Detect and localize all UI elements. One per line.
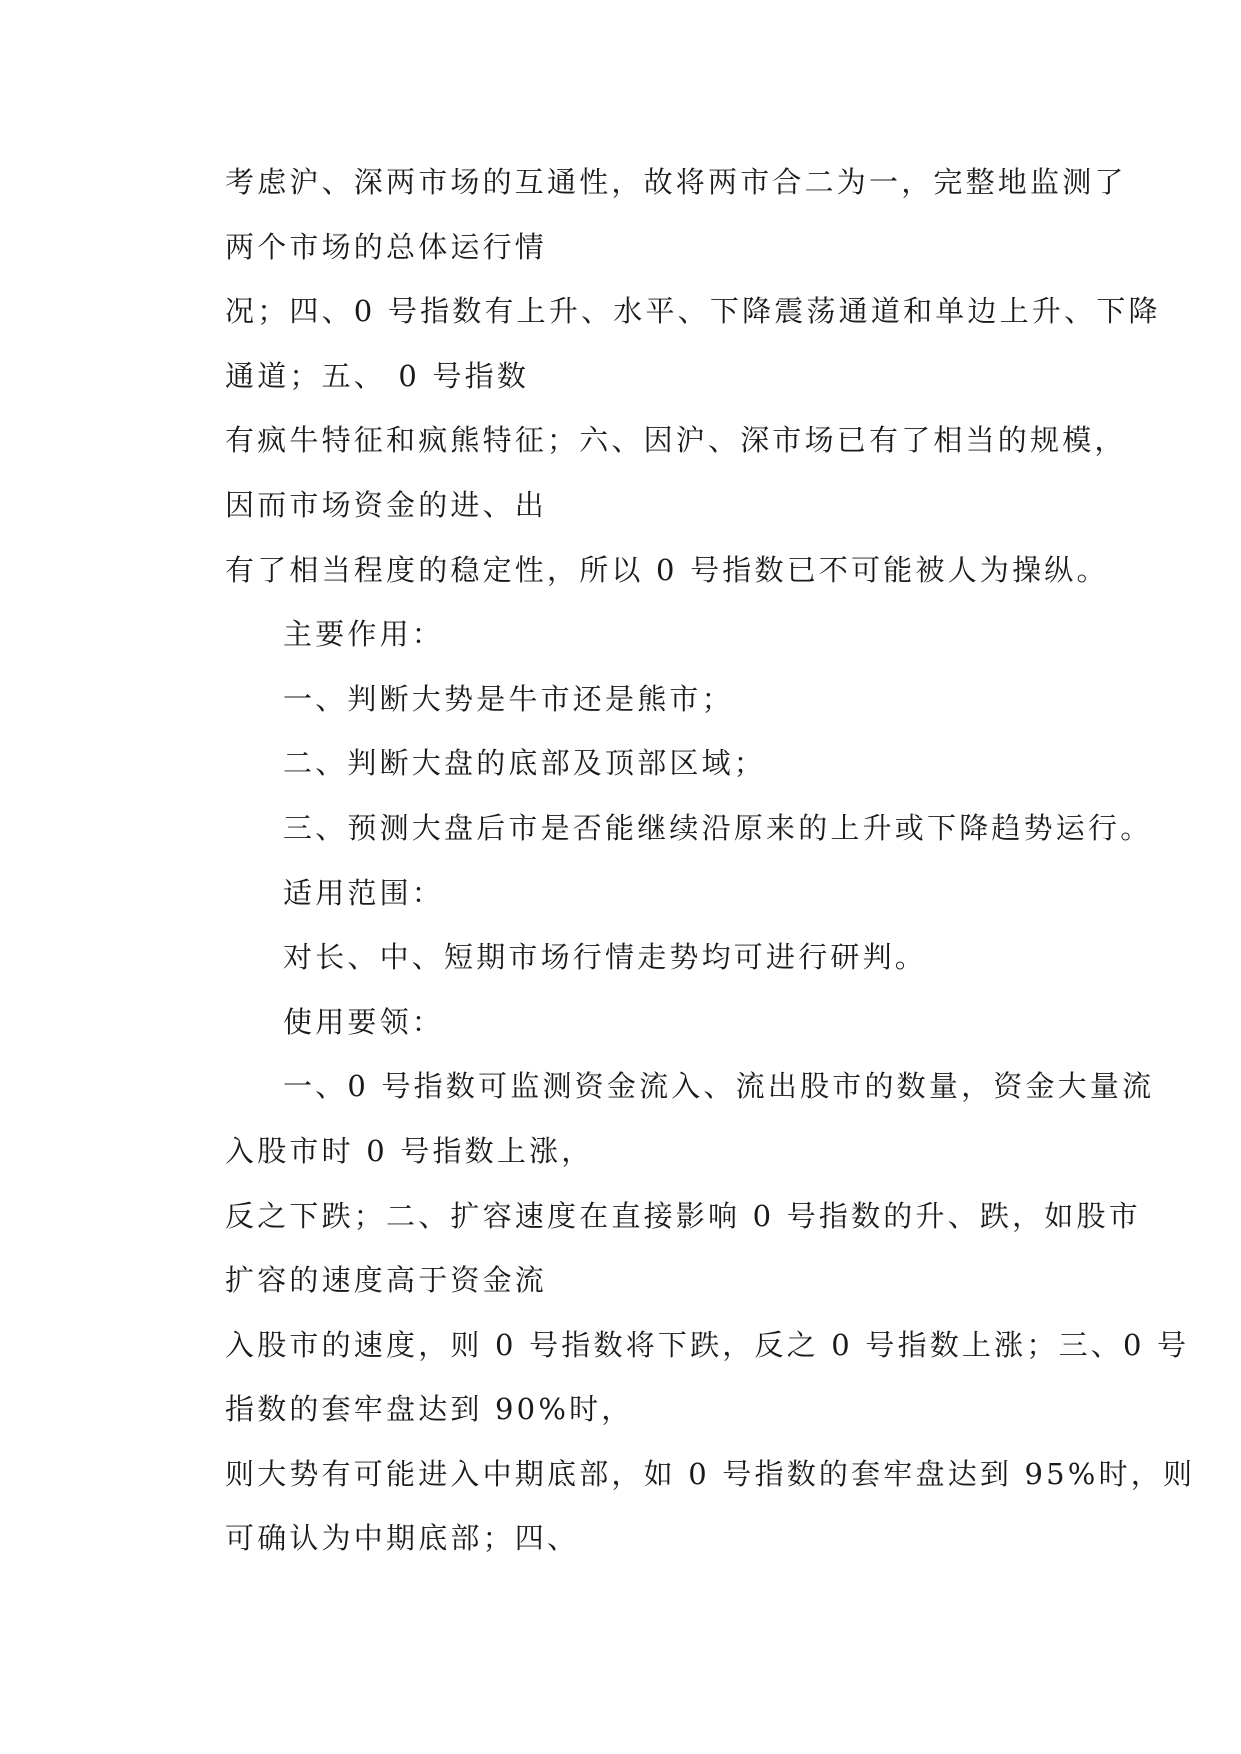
text-line: 对长、中、短期市场行情走势均可进行研判。 [283,940,928,975]
section-heading-usage: 使用要领： [283,1004,445,1039]
text-line: 两个市场的总体运行情 [225,229,548,264]
text-line: 通道；五、 0 号指数 [225,358,530,393]
text-line: 三、预测大盘后市是否能继续沿原来的上升或下降趋势运行。 [283,810,1153,845]
text-line: 考虑沪、深两市场的互通性，故将两市合二为一，完整地监测了 [225,165,1127,199]
text-line: 指数的套牢盘达到 90%时， [225,1392,634,1427]
text-line: 因而市场资金的进、出 [225,487,548,522]
section-heading-scope: 适用范围： [283,875,445,910]
text-line: 可确认为中期底部；四、 [225,1521,580,1556]
section-heading-main-functions: 主要作用： [283,617,445,652]
text-line: 一、判断大势是牛市还是熊市； [283,681,734,716]
text-line: 入股市的速度，则 0 号指数将下跌，反之 0 号指数上涨；三、0 号 [225,1327,1190,1362]
text-line: 有疯牛特征和疯熊特征；六、因沪、深市场已有了相当的规模， [225,423,1127,458]
text-line: 况；四、0 号指数有上升、水平、下降震荡通道和单边上升、下降 [225,294,1161,329]
text-line: 扩容的速度高于资金流 [225,1263,548,1298]
text-line: 反之下跌；二、扩容速度在直接影响 0 号指数的升、跌，如股市 [225,1198,1141,1233]
text-line: 有了相当程度的稳定性，所以 0 号指数已不可能被人为操纵。 [225,552,1109,587]
text-line: 入股市时 0 号指数上涨， [225,1133,594,1168]
text-line: 二、判断大盘的底部及顶部区域； [283,746,767,781]
text-line: 则大势有可能进入中期底部，如 0 号指数的套牢盘达到 95%时，则 [225,1456,1196,1491]
text-line: 一、0 号指数可监测资金流入、流出股市的数量，资金大量流 [283,1069,1155,1104]
document-body [225,150,1196,1571]
